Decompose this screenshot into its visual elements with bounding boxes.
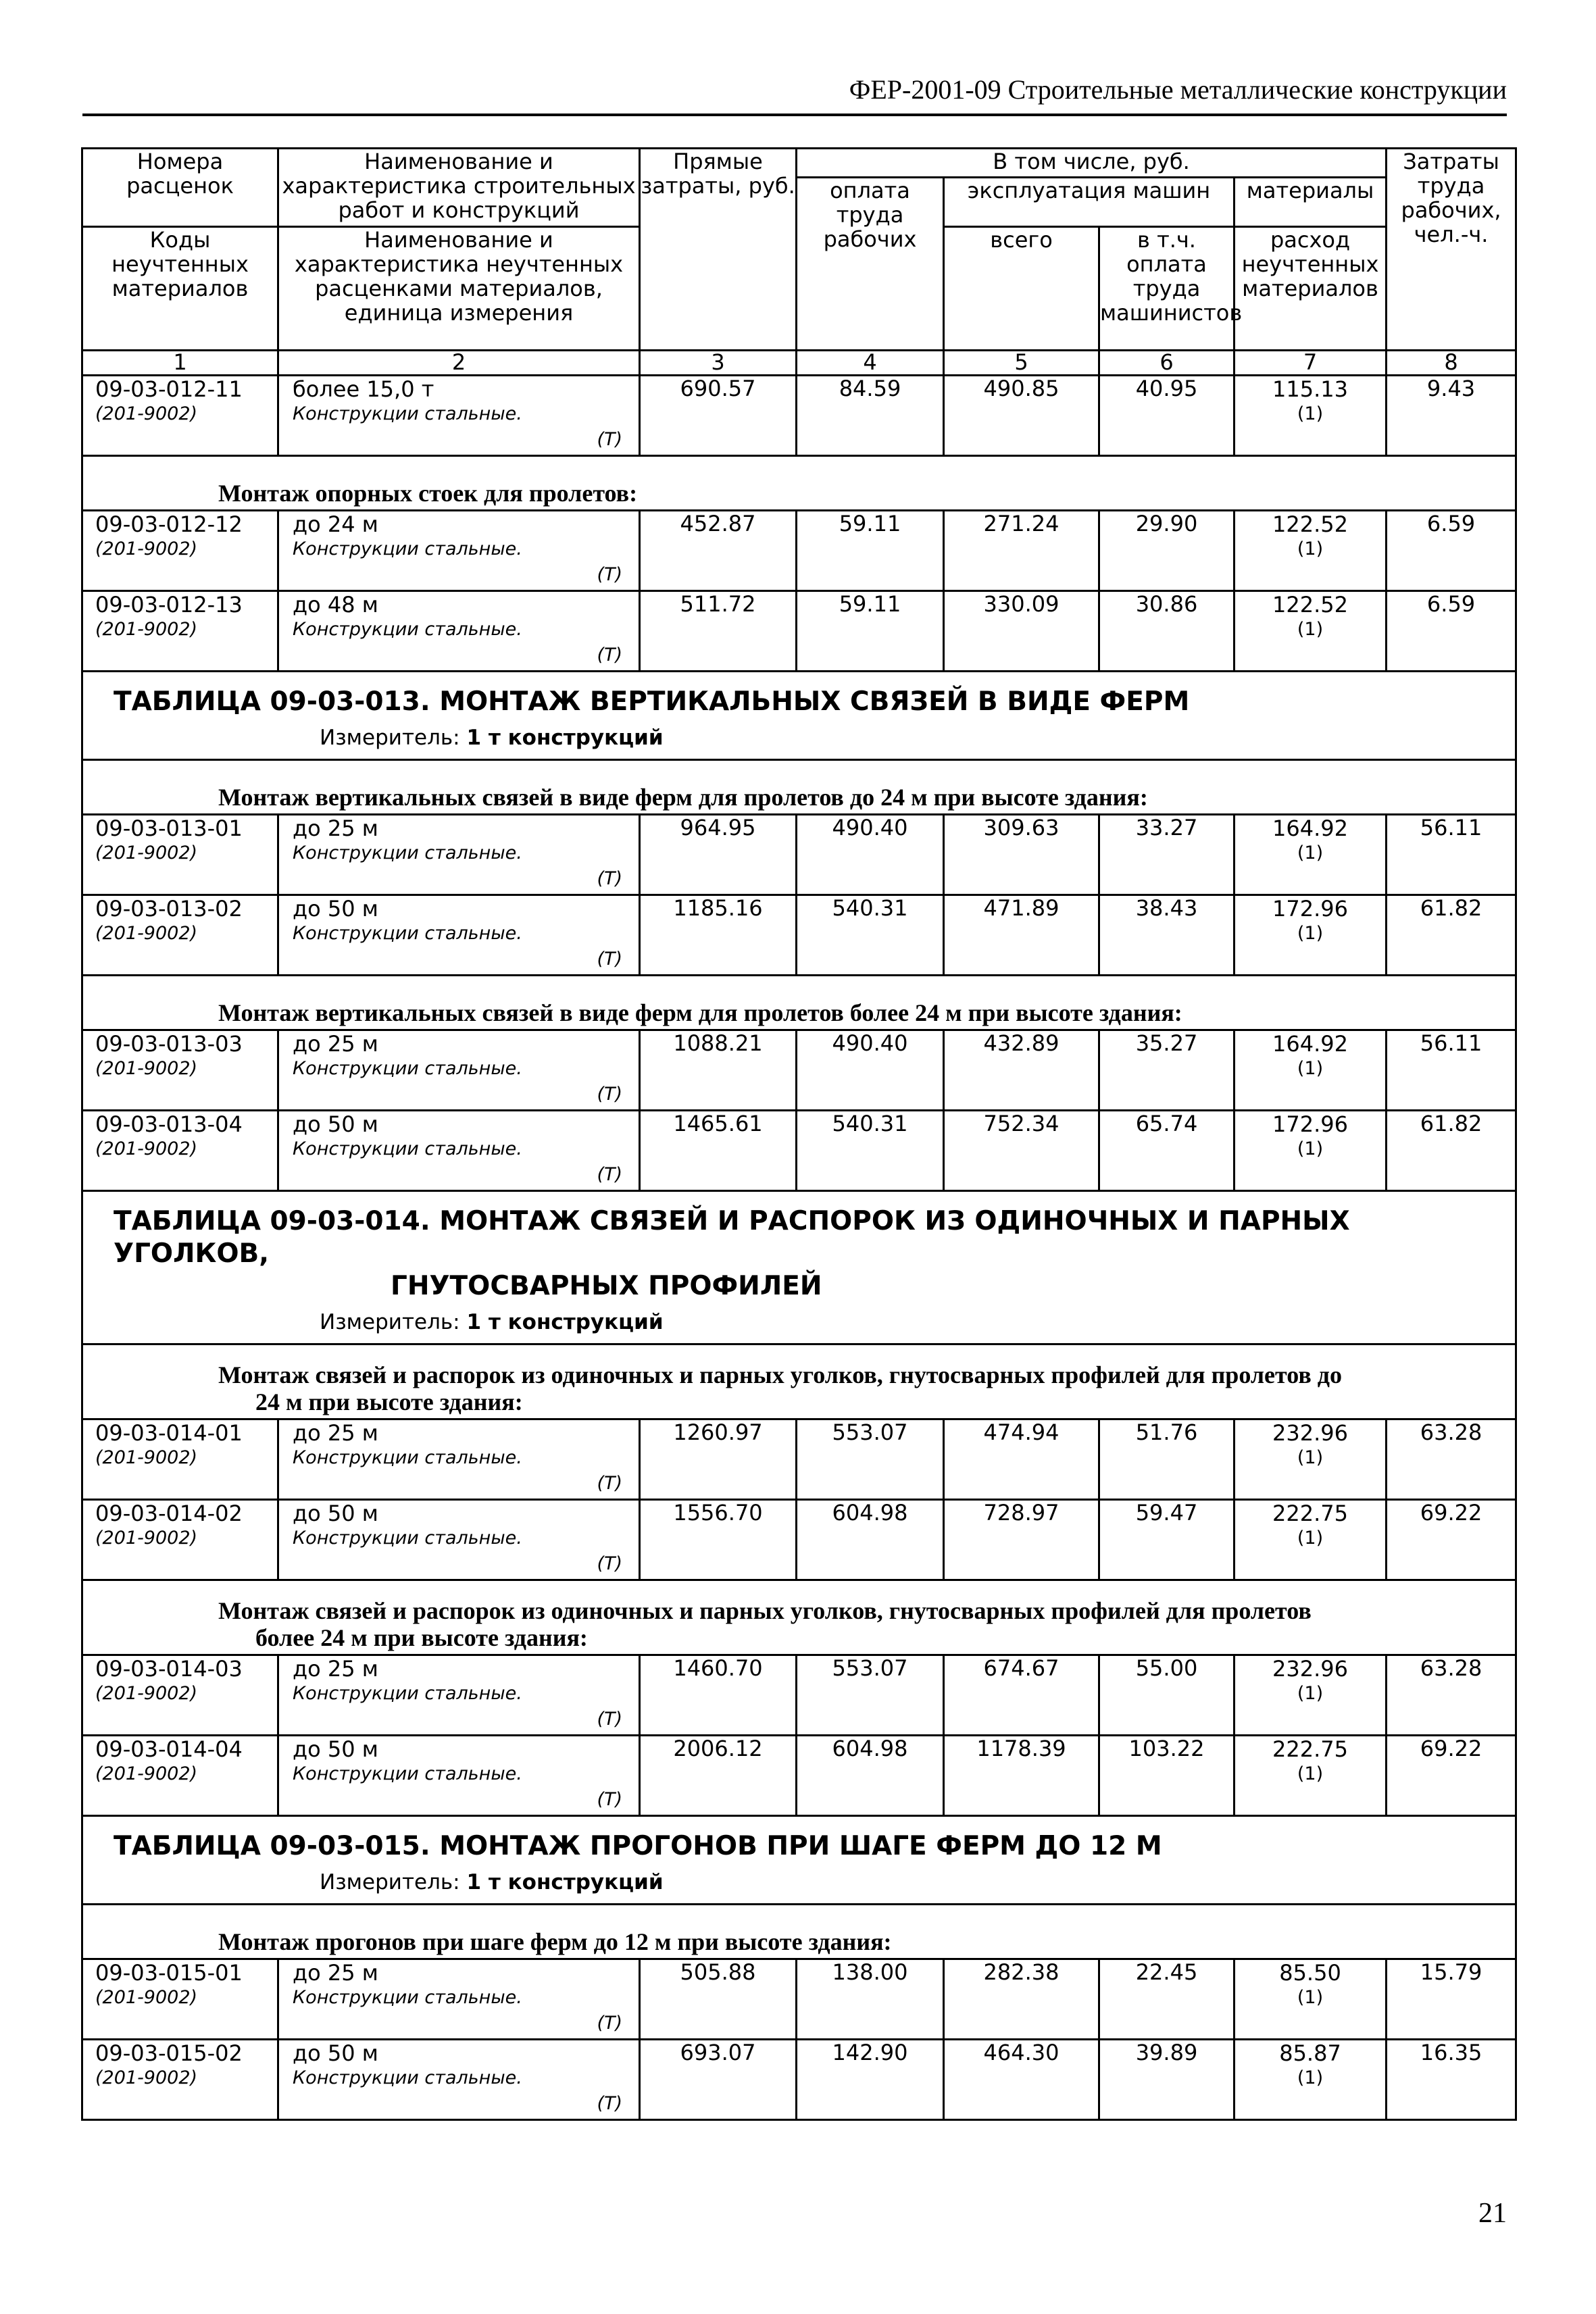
direct-cost: 511.72 [640, 591, 797, 672]
direct-cost: 1260.97 [640, 1419, 797, 1500]
section-heading-text: Монтаж опорных стоек для пролетов: [82, 456, 1516, 511]
materials-cell [1235, 1111, 1387, 1191]
work-name: до 50 м [293, 896, 378, 922]
table-row [82, 1736, 1516, 1816]
materials-cost: 222.75 [1272, 1736, 1348, 1762]
rate-code: 09-03-014-03 [95, 1656, 243, 1682]
machines-total: 471.89 [944, 895, 1099, 976]
material-code: (201-9002) [95, 1528, 198, 1549]
material-code: (201-9002) [95, 923, 198, 944]
header-labor: Затраты труда рабочих, чел.-ч. [1387, 149, 1516, 351]
direct-cost: 1088.21 [640, 1030, 797, 1111]
name-cell [278, 815, 640, 895]
materials-cost: 172.96 [1272, 896, 1348, 922]
column-number: 3 [640, 351, 797, 376]
material-qty: (1) [1297, 1987, 1324, 2008]
wages: 138.00 [797, 1959, 944, 2040]
table-row [82, 1655, 1516, 1736]
header-material-use: расход неучтенных материалов [1235, 227, 1387, 351]
wages: 490.40 [797, 1030, 944, 1111]
t-mark: (Т) [597, 1084, 622, 1105]
section-heading-text: Монтаж прогонов при шаге ферм до 12 м при высоте здания: [82, 1905, 1516, 1959]
material-name: Конструкции стальные. [293, 1528, 522, 1549]
machinist-wages: 29.90 [1099, 511, 1235, 591]
direct-cost: 505.88 [640, 1959, 797, 2040]
material-qty: (1) [1297, 619, 1324, 640]
machinist-wages: 40.95 [1099, 376, 1235, 456]
work-name: до 50 м [293, 1111, 378, 1137]
materials-cell [1235, 2040, 1387, 2120]
labor: 6.59 [1387, 511, 1516, 591]
materials-cell [1235, 895, 1387, 976]
wages: 540.31 [797, 1111, 944, 1191]
t-mark: (Т) [597, 868, 622, 889]
table-title-row [82, 672, 1516, 760]
measure-value: 1 т конструкций [466, 726, 664, 750]
material-code: (201-9002) [95, 1763, 198, 1784]
name-cell [278, 1736, 640, 1816]
table-title-row [82, 1816, 1516, 1905]
table-row [82, 1030, 1516, 1111]
section-line: Монтаж связей и распорок из одиночных и парных уголков, гнутосварных профилей для пролетов [218, 1597, 1312, 1624]
labor: 56.11 [1387, 1030, 1516, 1111]
machinist-wages: 59.47 [1099, 1500, 1235, 1580]
section-heading [82, 976, 1516, 1030]
header-codes: Номера расценок [82, 149, 278, 227]
work-name: до 25 м [293, 1960, 378, 1986]
rate-code: 09-03-014-04 [95, 1736, 243, 1762]
measure-value: 1 т конструкций [466, 1870, 664, 1894]
material-qty: (1) [1297, 1058, 1324, 1079]
material-qty: (1) [1297, 403, 1324, 424]
section-heading-text [82, 1580, 1516, 1655]
labor: 69.22 [1387, 1500, 1516, 1580]
work-name: до 25 м [293, 1031, 378, 1057]
materials-cost: 232.96 [1272, 1656, 1348, 1682]
machinist-wages: 55.00 [1099, 1655, 1235, 1736]
measure-label: Измеритель: [320, 726, 460, 750]
material-qty: (1) [1297, 842, 1324, 863]
material-code: (201-9002) [95, 1987, 198, 2008]
section-line: 24 м при высоте здания: [255, 1388, 523, 1415]
labor: 69.22 [1387, 1736, 1516, 1816]
machines-total: 282.38 [944, 1959, 1099, 2040]
name-cell [278, 511, 640, 591]
table-title-cell [82, 672, 1516, 760]
table-title-cell [82, 1191, 1516, 1344]
material-name: Конструкции стальные. [293, 1987, 522, 2008]
direct-cost: 452.87 [640, 511, 797, 591]
material-name: Конструкции стальные. [293, 403, 522, 424]
work-name: до 25 м [293, 1420, 378, 1446]
direct-cost: 1460.70 [640, 1655, 797, 1736]
rate-code: 09-03-013-04 [95, 1111, 243, 1137]
materials-cell [1235, 1030, 1387, 1111]
direct-cost: 1185.16 [640, 895, 797, 976]
machines-total: 464.30 [944, 2040, 1099, 2120]
rate-code: 09-03-012-12 [95, 511, 243, 537]
column-numbers [82, 351, 1516, 376]
name-cell [278, 376, 640, 456]
name-cell [278, 1030, 640, 1111]
table-row [82, 1111, 1516, 1191]
rate-code: 09-03-012-13 [95, 592, 243, 618]
labor: 63.28 [1387, 1419, 1516, 1500]
labor: 63.28 [1387, 1655, 1516, 1736]
table-row [82, 815, 1516, 895]
name-cell [278, 1655, 640, 1736]
material-code: (201-9002) [95, 1447, 198, 1468]
material-qty: (1) [1297, 1763, 1324, 1784]
machinist-wages: 65.74 [1099, 1111, 1235, 1191]
material-qty: (1) [1297, 923, 1324, 944]
work-name: более 15,0 т [293, 376, 434, 402]
name-cell [278, 1500, 640, 1580]
price-table [81, 147, 1517, 2121]
section-heading [82, 456, 1516, 511]
machinist-wages: 38.43 [1099, 895, 1235, 976]
section-heading-text [82, 1344, 1516, 1419]
materials-cost: 122.52 [1272, 592, 1348, 618]
page-number: 21 [1478, 2198, 1507, 2229]
column-number: 2 [278, 351, 640, 376]
table-row [82, 895, 1516, 976]
labor: 56.11 [1387, 815, 1516, 895]
code-cell [82, 1655, 278, 1736]
materials-cell [1235, 1959, 1387, 2040]
material-qty: (1) [1297, 1683, 1324, 1704]
materials-cell [1235, 1736, 1387, 1816]
materials-cost: 85.87 [1279, 2040, 1341, 2066]
code-cell [82, 1736, 278, 1816]
column-number: 8 [1387, 351, 1516, 376]
t-mark: (Т) [597, 2013, 622, 2034]
material-qty: (1) [1297, 538, 1324, 559]
wages: 553.07 [797, 1655, 944, 1736]
table-row [82, 591, 1516, 672]
name-cell [278, 1419, 640, 1500]
measure-label: Измеритель: [320, 1870, 460, 1894]
wages: 604.98 [797, 1736, 944, 1816]
material-qty: (1) [1297, 1138, 1324, 1159]
labor: 6.59 [1387, 591, 1516, 672]
material-name: Конструкции стальные. [293, 1138, 522, 1159]
material-name: Конструкции стальные. [293, 1447, 522, 1468]
table-title [114, 1205, 1508, 1303]
direct-cost: 1556.70 [640, 1500, 797, 1580]
column-number: 6 [1099, 351, 1235, 376]
work-name: до 50 м [293, 1736, 378, 1762]
measure-line [114, 725, 1508, 751]
machines-total: 330.09 [944, 591, 1099, 672]
table-row [82, 2040, 1516, 2120]
machines-total: 752.34 [944, 1111, 1099, 1191]
code-cell [82, 376, 278, 456]
measure-line [114, 1309, 1508, 1335]
material-name: Конструкции стальные. [293, 538, 522, 559]
machines-total: 1178.39 [944, 1736, 1099, 1816]
material-code: (201-9002) [95, 1058, 198, 1079]
table-title-row [82, 1191, 1516, 1344]
material-name: Конструкции стальные. [293, 619, 522, 640]
table-title: ТАБЛИЦА 09-03-015. МОНТАЖ ПРОГОНОВ ПРИ ШАГЕ ФЕРМ ДО 12 М [114, 1831, 1162, 1861]
work-name: до 50 м [293, 1501, 378, 1526]
machinist-wages: 103.22 [1099, 1736, 1235, 1816]
t-mark: (Т) [597, 645, 622, 665]
section-heading [82, 1905, 1516, 1959]
column-number: 1 [82, 351, 278, 376]
rate-code: 09-03-012-11 [95, 376, 243, 402]
t-mark: (Т) [597, 949, 622, 970]
material-code: (201-9002) [95, 2067, 198, 2088]
header-name: Наименование и характеристика строительных работ и конструкций [278, 149, 640, 227]
wages: 490.40 [797, 815, 944, 895]
materials-cost: 172.96 [1272, 1111, 1348, 1137]
material-code: (201-9002) [95, 1138, 198, 1159]
wages: 84.59 [797, 376, 944, 456]
header-row [82, 149, 1516, 178]
rate-code: 09-03-014-02 [95, 1501, 243, 1526]
material-name: Конструкции стальные. [293, 1683, 522, 1704]
code-cell [82, 1959, 278, 2040]
code-cell [82, 895, 278, 976]
materials-cell [1235, 1655, 1387, 1736]
measure-line [114, 1869, 1508, 1895]
t-mark: (Т) [597, 429, 622, 450]
wages: 604.98 [797, 1500, 944, 1580]
name-cell [278, 1111, 640, 1191]
material-name: Конструкции стальные. [293, 1763, 522, 1784]
name-cell [278, 2040, 640, 2120]
direct-cost: 690.57 [640, 376, 797, 456]
table-row [82, 1500, 1516, 1580]
rate-code: 09-03-013-02 [95, 896, 243, 922]
rate-code: 09-03-014-01 [95, 1420, 243, 1446]
section-line: более 24 м при высоте здания: [255, 1624, 588, 1651]
materials-cell [1235, 376, 1387, 456]
material-code: (201-9002) [95, 538, 198, 559]
material-code: (201-9002) [95, 403, 198, 424]
rate-code: 09-03-015-01 [95, 1960, 243, 1986]
header-material-name: Наименование и характеристика неучтенных расценками материалов, единица измерения [278, 227, 640, 351]
section-heading-text: Монтаж вертикальных связей в виде ферм для пролетов до 24 м при высоте здания: [82, 760, 1516, 815]
header-wages: оплата труда рабочих [797, 178, 944, 351]
materials-cost: 164.92 [1272, 1031, 1348, 1057]
table-row [82, 1419, 1516, 1500]
labor: 15.79 [1387, 1959, 1516, 2040]
rate-code: 09-03-013-01 [95, 815, 243, 841]
materials-cell [1235, 591, 1387, 672]
labor: 9.43 [1387, 376, 1516, 456]
direct-cost: 1465.61 [640, 1111, 797, 1191]
work-name: до 25 м [293, 815, 378, 841]
materials-cell [1235, 511, 1387, 591]
measure-value: 1 т конструкций [466, 1310, 664, 1334]
rate-code: 09-03-015-02 [95, 2040, 243, 2066]
t-mark: (Т) [597, 1709, 622, 1730]
code-cell [82, 1030, 278, 1111]
rate-code: 09-03-013-03 [95, 1031, 243, 1057]
labor: 16.35 [1387, 2040, 1516, 2120]
labor: 61.82 [1387, 895, 1516, 976]
section-heading [82, 1344, 1516, 1419]
work-name: до 50 м [293, 2040, 378, 2066]
table-row [82, 1959, 1516, 2040]
machines-total: 309.63 [944, 815, 1099, 895]
table-title: ТАБЛИЦА 09-03-013. МОНТАЖ ВЕРТИКАЛЬНЫХ СВЯЗЕЙ В ВИДЕ ФЕРМ [114, 686, 1190, 717]
running-head: ФЕР-2001-09 Строительные металлические конструкции [82, 73, 1507, 116]
work-name: до 24 м [293, 511, 378, 537]
t-mark: (Т) [597, 564, 622, 585]
machines-total: 474.94 [944, 1419, 1099, 1500]
material-name: Конструкции стальные. [293, 842, 522, 863]
wages: 142.90 [797, 2040, 944, 2120]
labor: 61.82 [1387, 1111, 1516, 1191]
name-cell [278, 591, 640, 672]
materials-cost: 122.52 [1272, 511, 1348, 537]
section-heading-text: Монтаж вертикальных связей в виде ферм для пролетов более 24 м при высоте здания: [82, 976, 1516, 1030]
material-code: (201-9002) [95, 1683, 198, 1704]
column-number: 5 [944, 351, 1099, 376]
section-heading [82, 1580, 1516, 1655]
name-cell [278, 895, 640, 976]
header-machinist-wages: в т.ч. оплата труда машинистов [1099, 227, 1235, 351]
code-cell [82, 2040, 278, 2120]
wages: 59.11 [797, 511, 944, 591]
code-cell [82, 511, 278, 591]
materials-cost: 232.96 [1272, 1420, 1348, 1446]
code-cell [82, 1111, 278, 1191]
t-mark: (Т) [597, 1473, 622, 1494]
machinist-wages: 33.27 [1099, 815, 1235, 895]
materials-cost: 222.75 [1272, 1501, 1348, 1526]
table-title-line: ТАБЛИЦА 09-03-014. МОНТАЖ СВЯЗЕЙ И РАСПОРОК ИЗ ОДИНОЧНЫХ И ПАРНЫХ УГОЛКОВ, [114, 1206, 1350, 1269]
material-name: Конструкции стальные. [293, 2067, 522, 2088]
machinist-wages: 35.27 [1099, 1030, 1235, 1111]
machines-total: 728.97 [944, 1500, 1099, 1580]
code-cell [82, 591, 278, 672]
direct-cost: 2006.12 [640, 1736, 797, 1816]
material-qty: (1) [1297, 1528, 1324, 1549]
material-code: (201-9002) [95, 619, 198, 640]
wages: 540.31 [797, 895, 944, 976]
section-line: Монтаж связей и распорок из одиночных и парных уголков, гнутосварных профилей для пролетов до [218, 1361, 1342, 1388]
machinist-wages: 51.76 [1099, 1419, 1235, 1500]
code-cell [82, 1419, 278, 1500]
machines-total: 490.85 [944, 376, 1099, 456]
material-name: Конструкции стальные. [293, 923, 522, 944]
materials-cell [1235, 1419, 1387, 1500]
header-direct-costs: Прямые затраты, руб. [640, 149, 797, 351]
material-code: (201-9002) [95, 842, 198, 863]
header-including: В том числе, руб. [797, 149, 1387, 178]
table-row [82, 511, 1516, 591]
machinist-wages: 39.89 [1099, 2040, 1235, 2120]
materials-cost: 85.50 [1279, 1960, 1341, 1986]
direct-cost: 964.95 [640, 815, 797, 895]
header-material-codes: Коды неучтенных материалов [82, 227, 278, 351]
column-number: 7 [1235, 351, 1387, 376]
table-row [82, 376, 1516, 456]
materials-cost: 164.92 [1272, 815, 1348, 841]
materials-cell [1235, 1500, 1387, 1580]
t-mark: (Т) [597, 1553, 622, 1574]
machinist-wages: 22.45 [1099, 1959, 1235, 2040]
direct-cost: 693.07 [640, 2040, 797, 2120]
t-mark: (Т) [597, 1789, 622, 1810]
code-cell [82, 815, 278, 895]
work-name: до 48 м [293, 592, 378, 618]
table-title-line: ГНУТОСВАРНЫХ ПРОФИЛЕЙ [391, 1271, 822, 1301]
materials-cell [1235, 815, 1387, 895]
column-number: 4 [797, 351, 944, 376]
header-machines-total: всего [944, 227, 1099, 351]
material-qty: (1) [1297, 2067, 1324, 2088]
code-cell [82, 1500, 278, 1580]
work-name: до 25 м [293, 1656, 378, 1682]
table-title-cell [82, 1816, 1516, 1905]
measure-label: Измеритель: [320, 1310, 460, 1334]
t-mark: (Т) [597, 2093, 622, 2114]
header-materials: материалы [1235, 178, 1387, 227]
header-machines: эксплуатация машин [944, 178, 1235, 227]
section-heading [82, 760, 1516, 815]
machines-total: 674.67 [944, 1655, 1099, 1736]
material-qty: (1) [1297, 1447, 1324, 1468]
machines-total: 271.24 [944, 511, 1099, 591]
machines-total: 432.89 [944, 1030, 1099, 1111]
machinist-wages: 30.86 [1099, 591, 1235, 672]
material-name: Конструкции стальные. [293, 1058, 522, 1079]
wages: 553.07 [797, 1419, 944, 1500]
name-cell [278, 1959, 640, 2040]
wages: 59.11 [797, 591, 944, 672]
materials-cost: 115.13 [1272, 376, 1348, 402]
t-mark: (Т) [597, 1164, 622, 1185]
